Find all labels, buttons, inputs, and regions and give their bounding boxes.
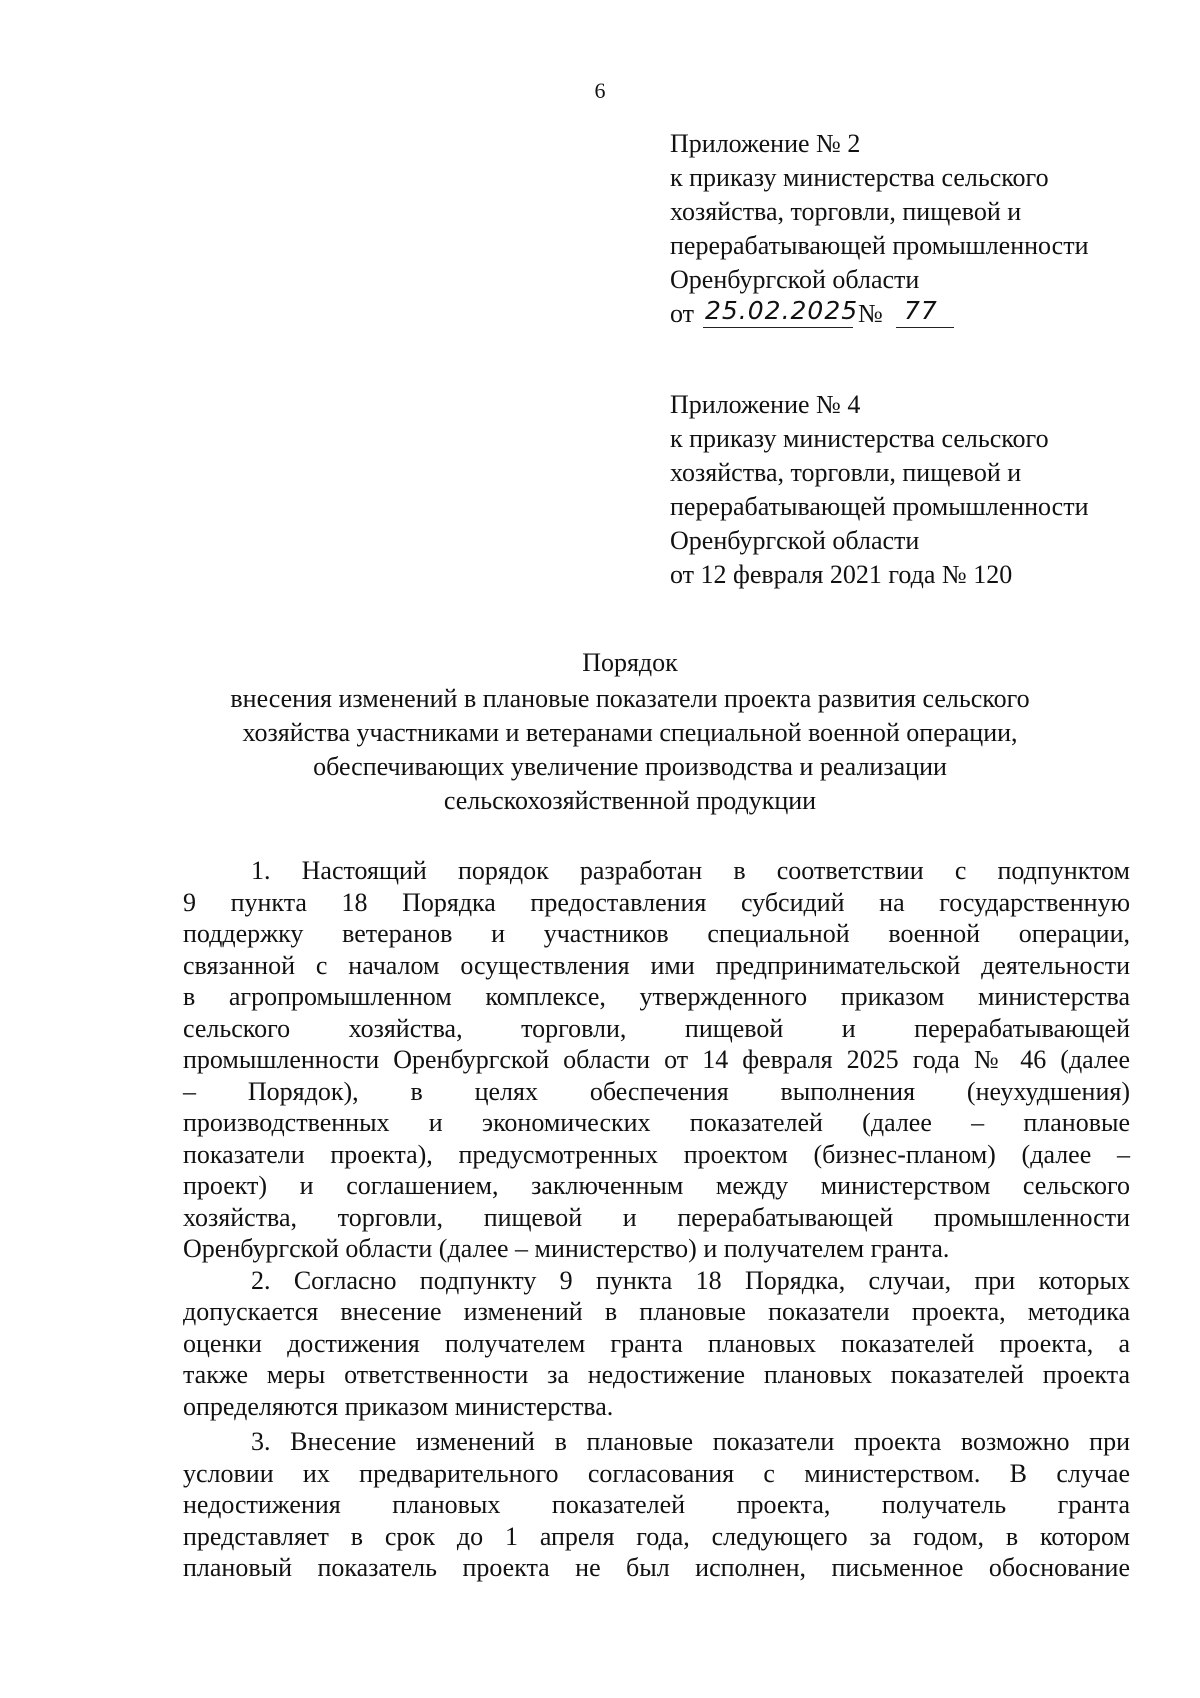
paragraph-3 <box>183 1426 1130 1584</box>
text-line: также меры ответственности за недостижение плановых показателей проекта <box>183 1360 1130 1389</box>
document-subtitle-line: внесения изменений в плановые показатели проекта развития сельского <box>230 684 1030 713</box>
paragraph-1 <box>183 855 1130 1265</box>
appendix-line: перерабатывающей промышленности <box>670 231 1089 260</box>
document-subtitle-line: обеспечивающих увеличение производства и реализации <box>313 752 947 781</box>
text-line: Оренбургской области (далее – министерство) и получателем гранта. <box>183 1234 950 1263</box>
handwritten-date: 25.02.2025 <box>705 296 859 325</box>
text-line: 3. Внесение изменений в плановые показатели проекта возможно при <box>251 1427 1130 1456</box>
text-line: в агропромышленном комплексе, утвержденного приказом министерства <box>183 982 1130 1011</box>
appendix-header-old <box>670 388 1140 592</box>
text-line: сельского хозяйства, торговли, пищевой и перерабатывающей <box>183 1013 1130 1043</box>
appendix-line: Оренбургской области <box>670 526 920 555</box>
appendix-line: хозяйства, торговли, пищевой и <box>670 458 1022 487</box>
handwritten-number-field <box>896 297 954 328</box>
text-line: связанной с началом осуществления ими предпринимательской деятельности <box>183 950 1130 980</box>
text-line: производственных и экономических показателей (далее – плановые <box>183 1108 1130 1137</box>
text-line: 2. Согласно подпункту 9 пункта 18 Порядка, случаи, при которых <box>251 1265 1130 1295</box>
document-heading: Порядок <box>582 648 678 677</box>
page-number: 6 <box>594 78 606 103</box>
text-line: проект) и соглашением, заключенным между министерством сельского <box>183 1171 1130 1200</box>
order-date-number-line <box>670 297 1140 333</box>
handwritten-number: 77 <box>904 296 938 325</box>
text-line: показатели проекта), предусмотренных проектом (бизнес-планом) (далее – <box>183 1139 1130 1169</box>
appendix-title: Приложение № 4 <box>670 390 861 419</box>
appendix-title: Приложение № 2 <box>670 129 861 158</box>
text-line: оценки достижения получателем гранта плановых показателей проекта, а <box>183 1328 1130 1358</box>
paragraph-2 <box>183 1265 1130 1423</box>
handwritten-date-field <box>703 296 859 328</box>
appendix-line: от 12 февраля 2021 года № 120 <box>670 560 1013 589</box>
appendix-line: хозяйства, торговли, пищевой и <box>670 197 1022 226</box>
appendix-line: к приказу министерства сельского <box>670 424 1049 453</box>
document-title <box>170 646 1090 818</box>
body-text <box>183 855 1130 1584</box>
text-line: поддержку ветеранов и участников специальной военной операции, <box>183 919 1130 948</box>
text-line: промышленности Оренбургской области от 14 февраля 2025 года № 46 (далее <box>183 1045 1130 1074</box>
text-line: представляет в срок до 1 апреля года, следующего за годом, в котором <box>183 1521 1130 1551</box>
text-line: допускается внесение изменений в плановые показатели проекта, методика <box>183 1297 1130 1326</box>
text-line: определяются приказом министерства. <box>183 1391 614 1421</box>
appendix-line: к приказу министерства сельского <box>670 163 1049 192</box>
text-line: недостижения плановых показателей проекта, получатель гранта <box>183 1490 1130 1519</box>
text-line: – Порядок), в целях обеспечения выполнения (неухудшения) <box>183 1076 1130 1106</box>
appendix-line: Оренбургской области <box>670 265 920 294</box>
document-subtitle-line: хозяйства участниками и ветеранами специальной военной операции, <box>242 718 1018 747</box>
text-line: условии их предварительного согласования с министерством. В случае <box>183 1458 1130 1488</box>
appendix-header-new <box>670 127 1140 333</box>
number-sign: № <box>858 299 883 328</box>
text-line: плановый показатель проекта не был исполнен, письменное обоснование <box>183 1553 1130 1582</box>
appendix-line: перерабатывающей промышленности <box>670 492 1089 521</box>
date-prefix: от <box>670 299 695 328</box>
text-line: 1. Настоящий порядок разработан в соответствии с подпунктом <box>251 856 1130 885</box>
text-line: хозяйства, торговли, пищевой и перерабатывающей промышленности <box>183 1202 1130 1232</box>
document-subtitle-line: сельскохозяйственной продукции <box>443 786 817 815</box>
text-line: 9 пункта 18 Порядка предоставления субсидий на государственную <box>183 887 1130 917</box>
